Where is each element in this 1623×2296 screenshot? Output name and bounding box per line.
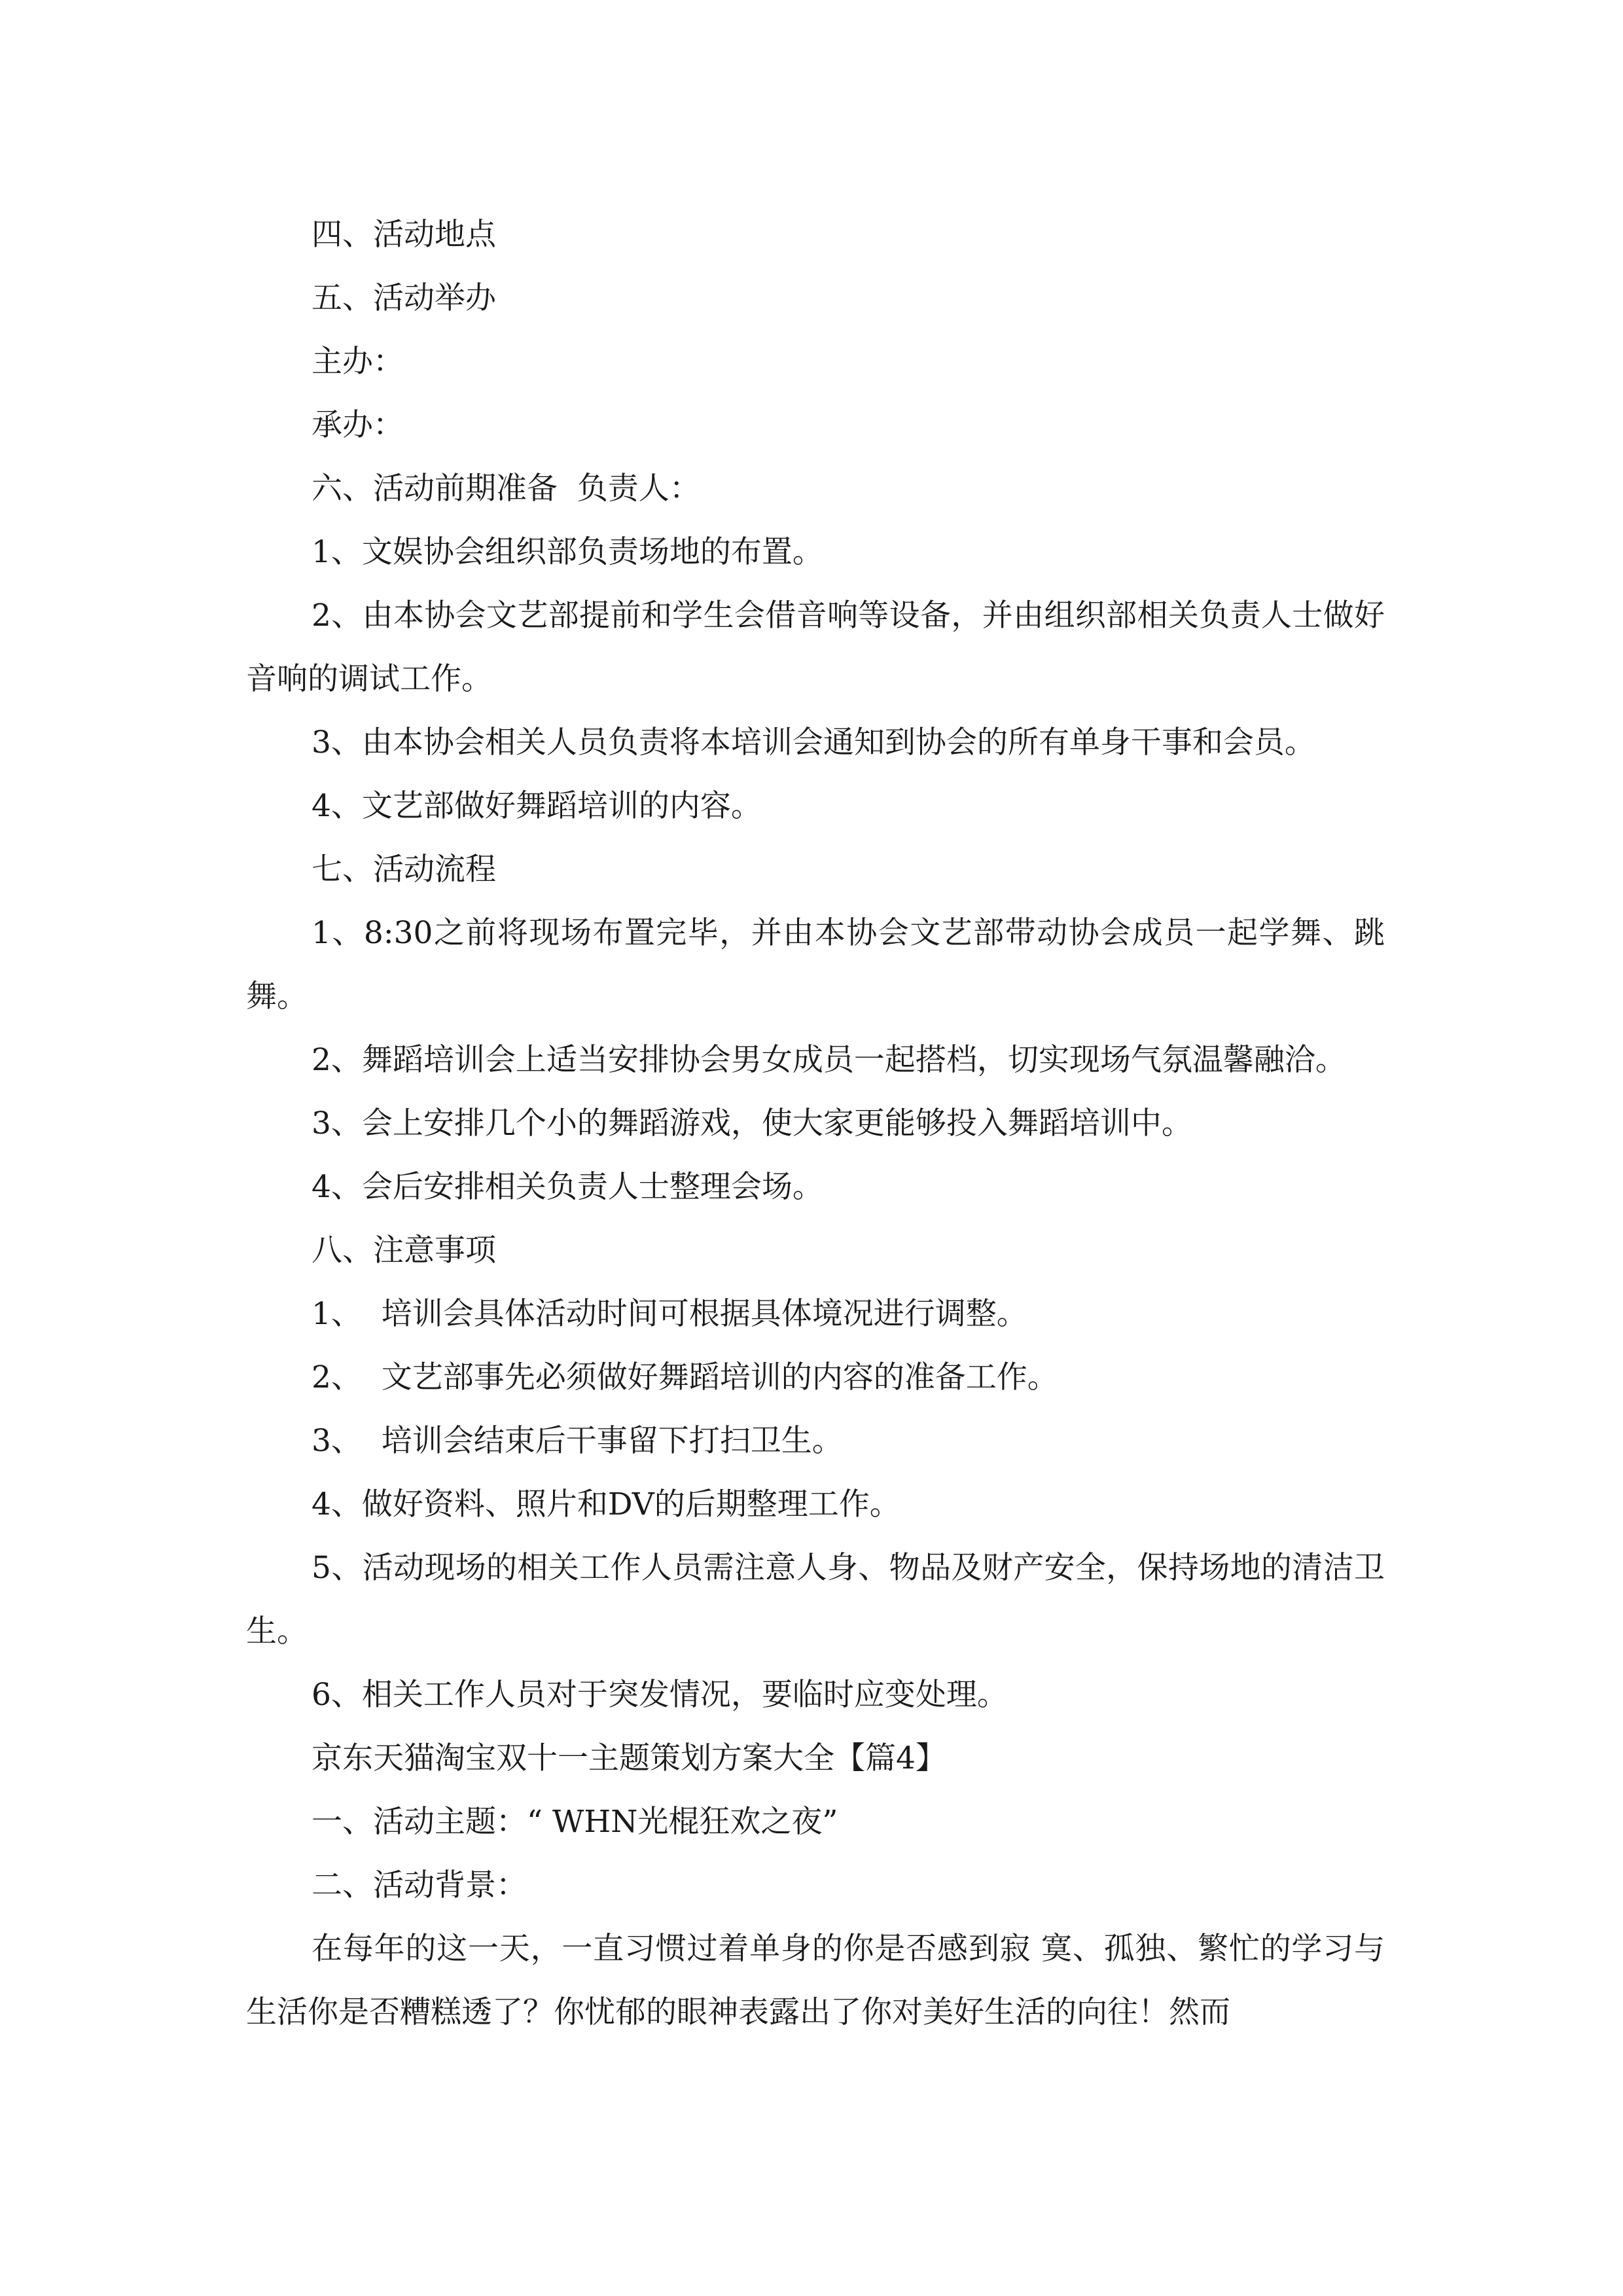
section-heading-preparation: 六、活动前期准备 负责人： [312,471,700,507]
notes-item-5: 5、活动现场的相关工作人员需注意人身、物品及财产安全，保持场地的清洁卫生。 [246,1550,1385,1649]
notes-item-3: 3、 培训会结束后干事留下打扫卫生。 [312,1423,843,1459]
preparation-item-4: 4、文艺部做好舞蹈培训的内容。 [312,788,762,824]
section-heading-organizers: 五、活动举办 [312,280,496,316]
document-body [246,203,1385,2044]
preparation-item-2: 2、由本协会文艺部提前和学生会借音响等设备，并由组织部相关负责人士做好音响的调试工作。 [246,598,1385,697]
notes-item-4: 4、做好资料、照片和DV的后期整理工作。 [312,1486,901,1522]
notes-item-1: 1、 培训会具体活动时间可根据具体境况进行调整。 [312,1296,1027,1332]
notes-item-2: 2、 文艺部事先必须做好舞蹈培训的内容的准备工作。 [312,1359,1058,1395]
section-heading-notes: 八、注意事项 [312,1232,496,1268]
section-heading-background: 二、活动背景： [312,1867,527,1903]
host-line: 主办： [312,344,404,380]
process-item-2: 2、舞蹈培训会上适当安排协会男女成员一起搭档，切实现场气氛温馨融洽。 [312,1042,1346,1078]
process-item-3: 3、会上安排几个小的舞蹈游戏，使大家更能够投入舞蹈培训中。 [312,1105,1192,1141]
co-host-line: 承办： [312,407,404,443]
section-heading-process: 七、活动流程 [312,852,496,888]
section-heading-theme: 一、活动主题：“ WHN光棍狂欢之夜” [312,1804,838,1840]
preparation-item-1: 1、文娱协会组织部负责场地的布置。 [312,534,823,570]
background-paragraph: 在每年的这一天，一直习惯过着单身的你是否感到寂 寞、孤独、繁忙的学习与生活你是否糟糕透了？你忧郁的眼神表露出了你对美好生活的向往！然而 [246,1931,1385,2030]
article-title: 京东天猫淘宝双十一主题策划方案大全【篇4】 [312,1740,946,1776]
section-heading-venue: 四、活动地点 [312,217,496,253]
preparation-item-3: 3、由本协会相关人员负责将本培训会通知到协会的所有单身干事和会员。 [312,725,1315,761]
notes-item-6: 6、相关工作人员对于突发情况，要临时应变处理。 [312,1677,1008,1713]
process-item-4: 4、会后安排相关负责人士整理会场。 [312,1169,823,1205]
process-item-1: 1、8:30之前将现场布置完毕，并由本协会文艺部带动协会成员一起学舞、跳舞。 [246,915,1385,1014]
